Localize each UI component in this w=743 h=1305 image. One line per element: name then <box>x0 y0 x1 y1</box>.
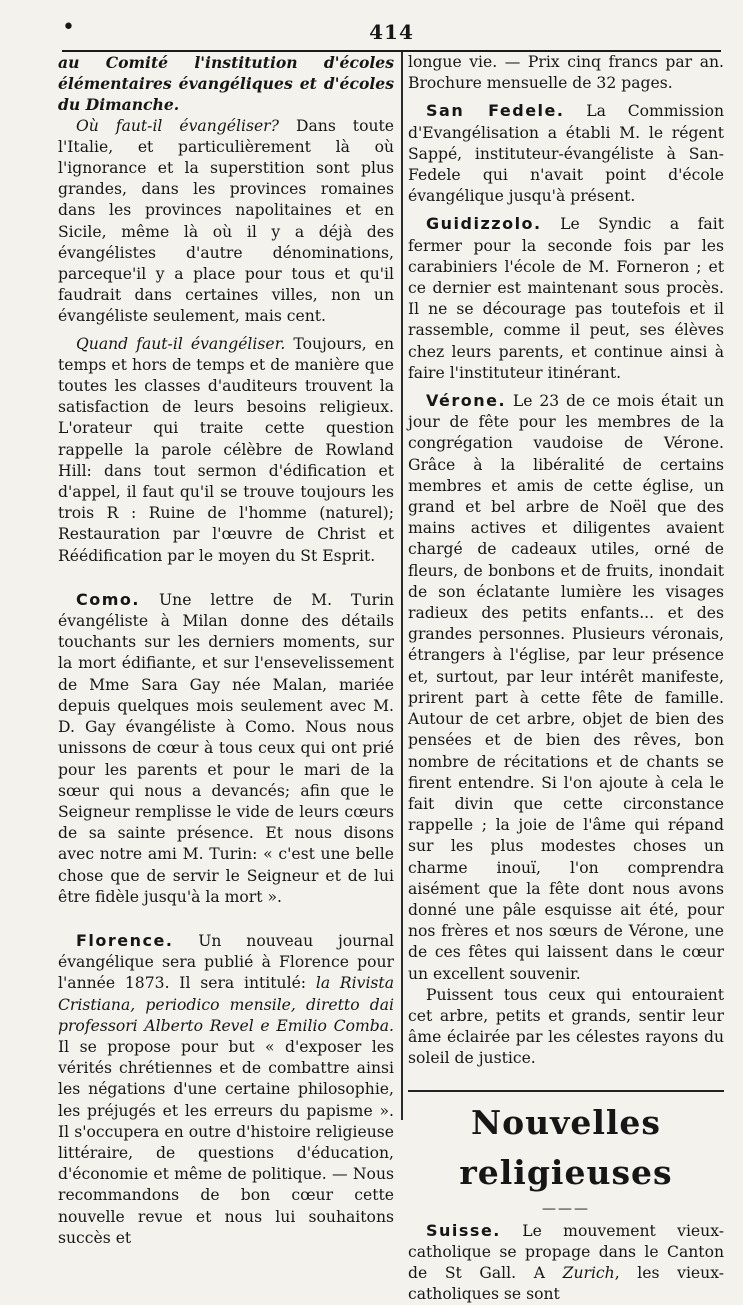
section-title: Nouvelles religieuses <box>408 1090 724 1198</box>
article-guidizzolo <box>408 213 724 384</box>
paragraph-lead: Quand faut-il évangéliser. <box>76 334 286 353</box>
article-body: Le 23 de ce mois était un jour de fête pour les membres de la congrégation vaudoise de Vérone. Grâce à la libéralité de certains membres et amis de cette église, un grand et bel arbre de Noël que des mains actives et diligentes avaient chargé de cadeaux utiles, orné de fleurs, de bonbons et de fruits, inondait de son éclatante lumière les visages radieux des petits enfants... et des grandes personnes. Plusieurs véronais, étrangers à l'église, par leur présence et, surtout, par leur intérêt manifeste, prirent part à cette fête de famille. Autour de cet arbre, objet de bien des pensées et de bien des rêves, bon nombre de récitations et de chants se firent entendre. Si l'on ajoute à cela le fait divin que cette circonstance rappelle ; la joie de l'âme qui répand sur les plus modestes choses un charme inouï, l'on comprendra aisément que la fête dont nous avons donné une pâle esquisse ait été, pour nos frères et nos sœurs de Vérone, une de ces fêtes qui laissent dans le cœur un excellent souvenir. <box>408 392 724 983</box>
place-heading-guidizzolo: Guidizzolo. <box>426 214 542 234</box>
continuation-text: longue vie. — Prix cinq francs par an. Brochure mensuelle de 32 pages. <box>408 53 724 93</box>
place-heading-san-fedele: San Fedele. <box>426 101 565 121</box>
article-body: Il se propose pour but « d'exposer les vérités chrétiennes et de combattre ainsi les négations d'une certaine philosophie, les préjugés et les erreurs du papisme ». Il s'occupera en outre d'histoire religieuse littéraire, de questions d'éducation, d'économie et même de politique. — Nous recommandons de bon cœur cette nouvelle revue et nous lui souhaitons succès et <box>58 1037 394 1247</box>
page-header <box>62 14 721 52</box>
paragraph-when-evangelize <box>58 334 394 567</box>
article-como <box>58 589 394 908</box>
place-heading-verone: Vérone. <box>426 391 507 411</box>
article-verone <box>408 390 724 985</box>
article-body: , les vieux-catholiques se sont <box>408 1263 724 1304</box>
article-suisse <box>408 1220 724 1305</box>
closing-paragraph: Puissent tous ceux qui entouraient cet arbre, petits et grands, sentir leur âme éclairée par les célestes rayons du soleil de justice. <box>408 985 724 1068</box>
paragraph-body: Toujours, en temps et hors de temps et de manière que toutes les classes d'auditeurs trouvent la satisfaction de leurs besoins religieux. L'orateur qui traite cette question rappelle la parole célèbre de Rowland Hill: dans tout sermon d'édification et d'appel, il faut qu'il se trouve toujours les trois R : Ruine de l'homme (naturel); Restauration par l'œuvre de Christ et Réédification par le moyen du St Esprit. <box>58 334 394 565</box>
column-divider <box>401 52 403 1120</box>
section-ornament: ——— <box>542 1200 590 1217</box>
place-heading-suisse: Suisse. <box>426 1220 501 1240</box>
paragraph-lead: Où faut-il évangéliser? <box>76 116 280 135</box>
article-body: Un nouveau journal évangélique sera publié à Florence pour l'année 1873. Il sera intitulé: <box>58 931 394 993</box>
article-body: Le mouvement vieux-catholique se propage dans le Canton de St Gall. A <box>408 1221 724 1282</box>
city-name: Zurich <box>562 1263 615 1282</box>
paragraph-where-evangelize <box>58 116 394 328</box>
article-body: Une lettre de M. Turin évangéliste à Milan donne des détails touchants sur les derniers moments, sur la mort édifiante, et sur l'ensevelissement de Mme Sara Gay née Malan, mariée depuis quelques mois seulement avec M. D. Gay évangéliste à Como. Nous nous unissons de cœur à tous ceux qui ont prié pour les parents et pour le mari de la sœur qui nous a devancés; afin que le Seigneur remplisse le vide de leurs cœurs de sa sainte présence. Et nous disons avec notre ami M. Turin: « c'est une belle chose que de servir le Seigneur et de lui être fidèle jusqu'à la mort ». <box>58 590 394 906</box>
page-number: 414 <box>369 20 414 44</box>
article-florence <box>58 930 394 1249</box>
journal-title: la Rivista Cristiana, periodico mensile, diretto dai professori Alberto Revel e Emilio Comba. <box>58 974 394 1035</box>
place-heading-como: Como. <box>76 589 140 609</box>
header-bullet: • <box>62 15 75 40</box>
article-body: Le Syndic a fait fermer pour la seconde fois par les carabiniers l'école de M. Forneron ; et ce dernier est maintenant sous procès. Il ne se décourage pas toutefois et il rassemble, comme il peut, ses élèves chez leurs parents, et continue ainsi à faire l'instituteur itinérant. <box>408 215 724 382</box>
left-column <box>58 52 394 1247</box>
paragraph-body: Dans toute l'Italie, et particulièrement là où l'ignorance et la superstition sont plus grandes, dans les provinces romaines dans les provinces napolitaines et en Sicile, même là où il y a déjà des évangélistes d'autre dénominations, parceque'il y a place pour tous et qu'il faudrait dans certaines villes, non un évangéliste seulement, mais cent. <box>58 116 394 326</box>
article-body: La Commission d'Evangélisation a établi M. le régent Sappé, instituteur-évangéliste à San-Fedele qui n'avait point d'école évangélique jusqu'à présent. <box>408 102 724 206</box>
intro-italic-line: au Comité l'institution d'écoles élémentaires évangéliques et d'écoles du Dimanche. <box>58 53 394 115</box>
article-san-fedele <box>408 100 724 207</box>
right-column <box>408 52 724 1304</box>
place-heading-florence: Florence. <box>76 930 174 950</box>
